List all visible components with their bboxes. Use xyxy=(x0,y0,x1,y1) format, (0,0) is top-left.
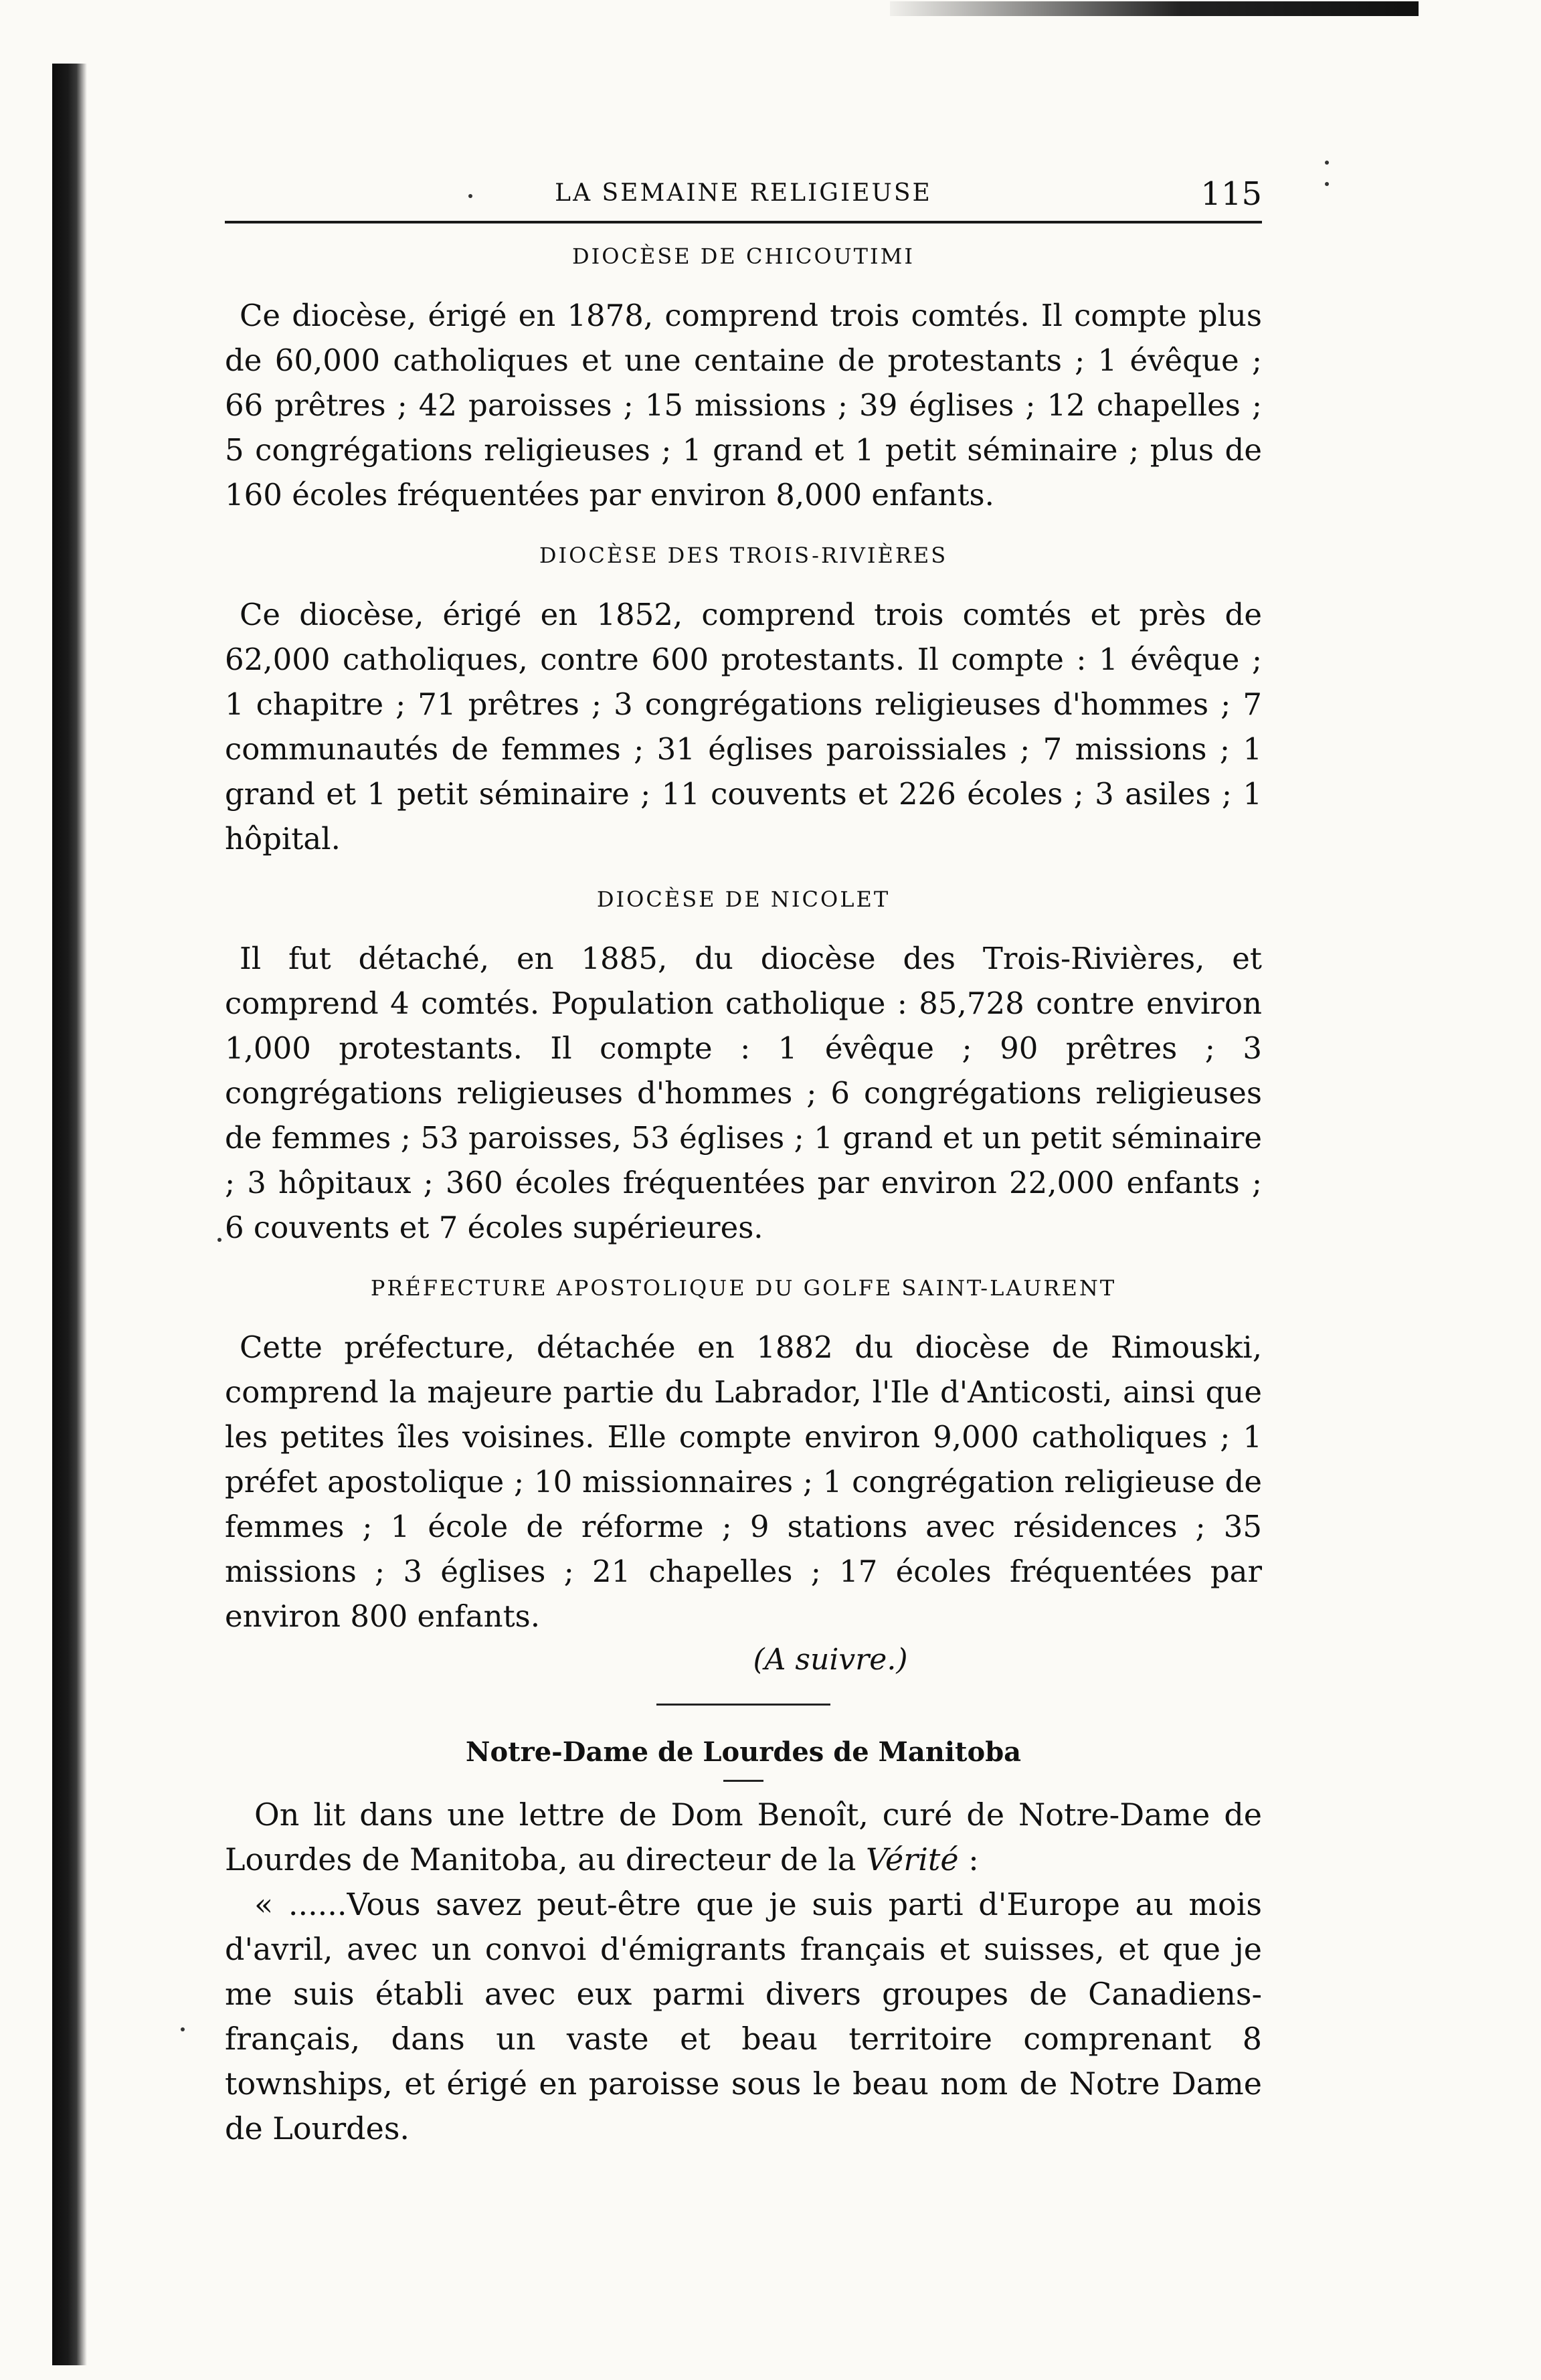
title-rule xyxy=(723,1780,763,1782)
continued-note: (A suivre.) xyxy=(753,1643,908,1677)
scan-speck xyxy=(1325,161,1329,165)
article-intro-text: On lit dans une lettre de Dom Benoît, curé de Notre-Dame de Lourdes de Manitoba, au directeur de la xyxy=(225,1797,1262,1878)
scan-speck xyxy=(1325,182,1329,186)
page xyxy=(225,174,1262,2151)
scan-binding-edge xyxy=(52,64,87,2365)
section-text-nicolet: Il fut détaché, en 1885, du diocèse des Trois-Rivières, et comprend 4 comtés. Population catholique : 85,728 contre environ 1,000 protestants. Il compte : 1 évêque ; 90 prêtres ; 3 congrégations religieuses d'hommes ; 6 congrégations religieuses de femmes ; 53 paroisses, 53 églises ; 1 grand et un petit séminaire ; 3 hôpitaux ; 360 écoles fréquentées par environ 22,000 enfants ; 6 couvents et 7 écoles supérieures. xyxy=(225,941,1262,1245)
scan-speck xyxy=(181,2027,185,2031)
article-intro-end: : xyxy=(958,1841,979,1878)
section-heading-nicolet: DIOCÈSE DE NICOLET xyxy=(596,887,891,912)
section-text-golfe-saint-laurent: Cette préfecture, détachée en 1882 du diocèse de Rimouski, comprend la majeure partie du Labrador, l'Ile d'Anticosti, ainsi que les petites îles voisines. Elle compte environ 9,000 catholiques ; 1 préfet apostolique ; 10 missionnaires ; 1 congrégation religieuse de femmes ; 1 école de réforme ; 9 stations avec résidences ; 35 missions ; 3 églises ; 21 chapelles ; 17 écoles fréquentées par environ 800 enfants. xyxy=(225,1330,1262,1634)
running-head xyxy=(225,174,1262,223)
section-heading-trois-rivieres: DIOCÈSE DES TROIS-RIVIÈRES xyxy=(539,543,948,568)
article-quote: « ......Vous savez peut-être que je suis parti d'Europe au mois d'avril, avec un convoi d'émigrants français et suisses, et que je me suis établi avec eux parmi divers groupes de Canadiens-français, dans un vaste et beau territoire comprenant 8 townships, et érigé en paroisse sous le beau nom de Notre Dame de Lourdes. xyxy=(225,1886,1262,2146)
section-heading-golfe-saint-laurent: PRÉFECTURE APOSTOLIQUE DU GOLFE SAINT-LAURENT xyxy=(370,1275,1117,1301)
article-intro xyxy=(225,1793,1262,1882)
section-heading-chicoutimi: DIOCÈSE DE CHICOUTIMI xyxy=(571,244,915,269)
page-number: 115 xyxy=(1200,175,1262,213)
scan-speck xyxy=(217,1238,221,1242)
scan-top-edge-mark xyxy=(890,1,1419,16)
article-intro-italic: Vérité xyxy=(866,1841,959,1878)
running-title: LA SEMAINE RELIGIEUSE xyxy=(555,179,932,207)
section-text-trois-rivieres: Ce diocèse, érigé en 1852, comprend trois comtés et près de 62,000 catholiques, contre 600 protestants. Il compte : 1 évêque ; 1 chapitre ; 71 prêtres ; 3 congrégations religieuses d'hommes ; 7 communautés de femmes ; 31 églises paroissiales ; 7 missions ; 1 grand et 1 petit séminaire ; 11 couvents et 226 écoles ; 3 asiles ; 1 hôpital. xyxy=(225,597,1262,856)
article-title: Notre-Dame de Lourdes de Manitoba xyxy=(465,1736,1022,1768)
section-divider xyxy=(656,1704,830,1706)
section-text-chicoutimi: Ce diocèse, érigé en 1878, comprend trois comtés. Il compte plus de 60,000 catholiques et une centaine de protestants ; 1 évêque ; 66 prêtres ; 42 paroisses ; 15 missions ; 39 églises ; 12 chapelles ; 5 congrégations religieuses ; 1 grand et 1 petit séminaire ; plus de 160 écoles fréquentées par environ 8,000 enfants. xyxy=(225,298,1262,513)
